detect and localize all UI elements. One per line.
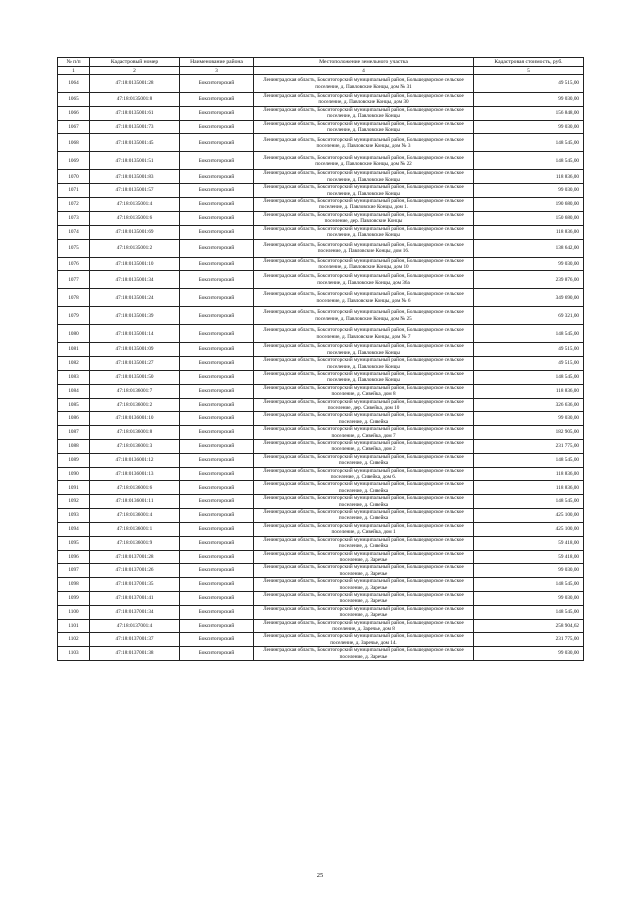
table-row <box>58 550 584 564</box>
cadastral-value-cell: 99 030,00 <box>474 591 584 605</box>
cadastral-value-cell: 231 775,00 <box>474 633 584 647</box>
location-cell: Ленинградская область, Бокситогорский муниципальный район, Большедворское сельское поселение, д. Павловские Концы <box>254 106 474 120</box>
district-cell: Бокситогорский <box>180 440 254 454</box>
header-location: Местоположение земельного участка <box>254 58 474 67</box>
location-cell: Ленинградская область, Бокситогорский муниципальный район, Большедворское сельское поселение, д. Павловские Концы, дом 10 <box>254 257 474 271</box>
location-cell: Ленинградская область, Бокситогорский муниципальный район, Большедворское сельское поселение, д. Павловские Концы, дом 16. <box>254 239 474 257</box>
cadastral-number-cell: 47:18:0135001:14 <box>90 325 180 343</box>
row-number-cell: 1091 <box>58 481 90 495</box>
cadastral-value-cell: 239 876,00 <box>474 271 584 289</box>
table-row <box>58 453 584 467</box>
location-cell: Ленинградская область, Бокситогорский муниципальный район, Большедворское сельское поселение, д. Заречье, дом 8 <box>254 619 474 633</box>
cadastral-number-cell: 47:18:0135001:45 <box>90 134 180 152</box>
table-row <box>58 647 584 661</box>
row-number-cell: 1068 <box>58 134 90 152</box>
cadastral-value-cell: 148 545,00 <box>474 495 584 509</box>
table-row <box>58 134 584 152</box>
cadastral-value-cell: 425 100,00 <box>474 509 584 523</box>
location-cell: Ленинградская область, Бокситогорский муниципальный район, Большедворское сельское поселение, д. Павловские Концы, дом № 22 <box>254 152 474 170</box>
cadastral-value-cell: 148 545,00 <box>474 152 584 170</box>
location-cell: Ленинградская область, Бокситогорский муниципальный район, Большедворское сельское поселение, д. Павловские Концы <box>254 184 474 198</box>
header-district-name: Наименование района <box>180 58 254 67</box>
cadastral-number-cell: 47:18:0137001:41 <box>90 591 180 605</box>
cadastral-value-cell: 118 836,00 <box>474 467 584 481</box>
district-cell: Бокситогорский <box>180 481 254 495</box>
row-number-cell: 1078 <box>58 289 90 307</box>
row-number-cell: 1103 <box>58 647 90 661</box>
cadastral-number-cell: 47:18:0135001:61 <box>90 106 180 120</box>
column-number: 4 <box>254 67 474 75</box>
location-cell: Ленинградская область, Бокситогорский муниципальный район, Большедворское сельское поселение, д. Сивейка, дом 8 <box>254 384 474 398</box>
row-number-cell: 1072 <box>58 198 90 212</box>
table-row <box>58 578 584 592</box>
row-number-cell: 1071 <box>58 184 90 198</box>
cadastral-value-cell: 99 030,00 <box>474 184 584 198</box>
location-cell: Ленинградская область, Бокситогорский муниципальный район, Большедворское сельское поселение, д. Заречье, дом 14. <box>254 633 474 647</box>
cadastral-value-cell: 99 030,00 <box>474 257 584 271</box>
row-number-cell: 1093 <box>58 509 90 523</box>
district-cell: Бокситогорский <box>180 633 254 647</box>
cadastral-value-table-sheet <box>57 57 583 661</box>
district-cell: Бокситогорский <box>180 325 254 343</box>
table-row <box>58 509 584 523</box>
cadastral-number-cell: 47:18:0135001:34 <box>90 271 180 289</box>
location-cell: Ленинградская область, Бокситогорский муниципальный район, Большедворское сельское поселение, д. Сивейка <box>254 509 474 523</box>
cadastral-number-cell: 47:18:0137001:38 <box>90 647 180 661</box>
cadastral-value-cell: 99 030,00 <box>474 93 584 107</box>
cadastral-number-cell: 47:18:0135001:8 <box>90 93 180 107</box>
table-row <box>58 271 584 289</box>
district-cell: Бокситогорский <box>180 307 254 325</box>
district-cell: Бокситогорский <box>180 578 254 592</box>
row-number-cell: 1087 <box>58 426 90 440</box>
cadastral-number-cell: 47:18:0136001:3 <box>90 440 180 454</box>
district-cell: Бокситогорский <box>180 152 254 170</box>
district-cell: Бокситогорский <box>180 343 254 357</box>
table-row <box>58 536 584 550</box>
district-cell: Бокситогорский <box>180 257 254 271</box>
cadastral-value-cell: 49 515,00 <box>474 357 584 371</box>
cadastral-value-cell: 326 636,00 <box>474 398 584 412</box>
table-row <box>58 211 584 225</box>
table-row <box>58 307 584 325</box>
header-cadastral-number: Кадастровый номер <box>90 58 180 67</box>
cadastral-value-cell: 59 418,00 <box>474 550 584 564</box>
district-cell: Бокситогорский <box>180 509 254 523</box>
cadastral-number-cell: 47:18:0136001:13 <box>90 467 180 481</box>
district-cell: Бокситогорский <box>180 453 254 467</box>
cadastral-number-cell: 47:18:0136001:10 <box>90 412 180 426</box>
cadastral-value-cell: 148 545,00 <box>474 578 584 592</box>
cadastral-number-cell: 47:18:0135001:2 <box>90 239 180 257</box>
row-number-cell: 1085 <box>58 398 90 412</box>
table-row <box>58 184 584 198</box>
row-number-cell: 1081 <box>58 343 90 357</box>
row-number-cell: 1080 <box>58 325 90 343</box>
location-cell: Ленинградская область, Бокситогорский муниципальный район, Большедворское сельское поселение, д. Павловские Концы <box>254 370 474 384</box>
district-cell: Бокситогорский <box>180 384 254 398</box>
table-row <box>58 564 584 578</box>
row-number-cell: 1083 <box>58 370 90 384</box>
cadastral-number-cell: 47:18:0136001:8 <box>90 426 180 440</box>
cadastral-value-cell: 150 680,00 <box>474 211 584 225</box>
table-row <box>58 605 584 619</box>
cadastral-value-cell: 49 515,00 <box>474 75 584 93</box>
location-cell: Ленинградская область, Бокситогорский муниципальный район, Большедворское сельское поселение, д. Павловские Концы, дом 1. <box>254 198 474 212</box>
cadastral-value-cell: 148 545,00 <box>474 325 584 343</box>
location-cell: Ленинградская область, Бокситогорский муниципальный район, Большедворское сельское поселение, д. Сивейка, дом 1 <box>254 522 474 536</box>
table-row <box>58 257 584 271</box>
location-cell: Ленинградская область, Бокситогорский муниципальный район, Большедворское сельское поселение, д. Сивейка <box>254 495 474 509</box>
cadastral-value-cell: 118 836,00 <box>474 384 584 398</box>
row-number-cell: 1075 <box>58 239 90 257</box>
table-row <box>58 398 584 412</box>
row-number-cell: 1090 <box>58 467 90 481</box>
cadastral-number-cell: 47:18:0137001:28 <box>90 550 180 564</box>
district-cell: Бокситогорский <box>180 412 254 426</box>
location-cell: Ленинградская область, Бокситогорский муниципальный район, Большедворское сельское поселение, д. Павловские Концы <box>254 225 474 239</box>
row-number-cell: 1073 <box>58 211 90 225</box>
district-cell: Бокситогорский <box>180 426 254 440</box>
header-row-number: № п/п <box>58 58 90 67</box>
table-row <box>58 106 584 120</box>
cadastral-value-cell: 99 030,00 <box>474 120 584 134</box>
row-number-cell: 1097 <box>58 564 90 578</box>
cadastral-value-cell: 118 836,00 <box>474 481 584 495</box>
location-cell: Ленинградская область, Бокситогорский муниципальный район, Большедворское сельское поселение, д. Сивейка, дом 2 <box>254 440 474 454</box>
table-row <box>58 93 584 107</box>
row-number-cell: 1099 <box>58 591 90 605</box>
location-cell: Ленинградская область, Бокситогорский муниципальный район, Большедворское сельское поселение, д. Павловские Концы, дом № 6 <box>254 289 474 307</box>
cadastral-number-cell: 47:18:0136001:12 <box>90 453 180 467</box>
cadastral-value-cell: 190 680,00 <box>474 198 584 212</box>
table-body <box>58 75 584 661</box>
location-cell: Ленинградская область, Бокситогорский муниципальный район, Большедворское сельское поселение, дер. Сивейка, дом 10 <box>254 398 474 412</box>
cadastral-value-cell: 258 904,62 <box>474 619 584 633</box>
table-row <box>58 225 584 239</box>
cadastral-value-cell: 99 030,00 <box>474 564 584 578</box>
location-cell: Ленинградская область, Бокситогорский муниципальный район, Большедворское сельское поселение, д. Сивейка, дом 7 <box>254 426 474 440</box>
header-cadastral-value: Кадастровая стоимость, руб. <box>474 58 584 67</box>
table-row <box>58 633 584 647</box>
location-cell: Ленинградская область, Бокситогорский муниципальный район, Большедворское сельское поселение, д. Сивейка <box>254 481 474 495</box>
location-cell: Ленинградская область, Бокситогорский муниципальный район, Большедворское сельское поселение, д. Павловские Концы, дом № 31 <box>254 75 474 93</box>
district-cell: Бокситогорский <box>180 75 254 93</box>
cadastral-number-cell: 47:18:0136001:9 <box>90 536 180 550</box>
district-cell: Бокситогорский <box>180 239 254 257</box>
district-cell: Бокситогорский <box>180 271 254 289</box>
district-cell: Бокситогорский <box>180 106 254 120</box>
table-row <box>58 152 584 170</box>
cadastral-value-cell: 99 030,00 <box>474 647 584 661</box>
cadastral-number-cell: 47:18:0135001:50 <box>90 370 180 384</box>
district-cell: Бокситогорский <box>180 198 254 212</box>
table-row <box>58 495 584 509</box>
row-number-cell: 1074 <box>58 225 90 239</box>
column-number: 2 <box>90 67 180 75</box>
table-row <box>58 289 584 307</box>
row-number-cell: 1066 <box>58 106 90 120</box>
cadastral-number-cell: 47:18:0135001:09 <box>90 343 180 357</box>
cadastral-number-cell: 47:18:0137001:34 <box>90 605 180 619</box>
district-cell: Бокситогорский <box>180 134 254 152</box>
district-cell: Бокситогорский <box>180 370 254 384</box>
table-row <box>58 75 584 93</box>
location-cell: Ленинградская область, Бокситогорский муниципальный район, Большедворское сельское поселение, д. Заречье <box>254 591 474 605</box>
cadastral-value-cell: 148 545,00 <box>474 605 584 619</box>
row-number-cell: 1095 <box>58 536 90 550</box>
district-cell: Бокситогорский <box>180 550 254 564</box>
location-cell: Ленинградская область, Бокситогорский муниципальный район, Большедворское сельское поселение, д. Павловские Концы, дом 36а <box>254 271 474 289</box>
location-cell: Ленинградская область, Бокситогорский муниципальный район, Большедворское сельское поселение, д. Павловские Концы, дом 30 <box>254 93 474 107</box>
table-row <box>58 198 584 212</box>
cadastral-number-cell: 47:18:0137001:26 <box>90 564 180 578</box>
column-number: 1 <box>58 67 90 75</box>
location-cell: Ленинградская область, Бокситогорский муниципальный район, Большедворское сельское поселение, д. Павловские Концы <box>254 343 474 357</box>
district-cell: Бокситогорский <box>180 605 254 619</box>
cadastral-number-cell: 47:18:0136001:4 <box>90 509 180 523</box>
location-cell: Ленинградская область, Бокситогорский муниципальный район, Большедворское сельское поселение, д. Павловские Концы <box>254 170 474 184</box>
cadastral-number-cell: 47:18:0136001:2 <box>90 398 180 412</box>
district-cell: Бокситогорский <box>180 225 254 239</box>
district-cell: Бокситогорский <box>180 619 254 633</box>
district-cell: Бокситогорский <box>180 495 254 509</box>
cadastral-number-cell: 47:18:0137001:35 <box>90 578 180 592</box>
table-row <box>58 325 584 343</box>
location-cell: Ленинградская область, Бокситогорский муниципальный район, Большедворское сельское поселение, д. Сивейка <box>254 412 474 426</box>
table-row <box>58 440 584 454</box>
location-cell: Ленинградская область, Бокситогорский муниципальный район, Большедворское сельское поселение, д. Заречье <box>254 564 474 578</box>
table-header-row <box>58 58 584 67</box>
row-number-cell: 1094 <box>58 522 90 536</box>
row-number-cell: 1067 <box>58 120 90 134</box>
cadastral-value-cell: 49 515,00 <box>474 343 584 357</box>
location-cell: Ленинградская область, Бокситогорский муниципальный район, Большедворское сельское поселение, д. Сивейка <box>254 536 474 550</box>
cadastral-number-cell: 47:18:0135001:27 <box>90 357 180 371</box>
cadastral-value-cell: 69 321,00 <box>474 307 584 325</box>
table-row <box>58 481 584 495</box>
location-cell: Ленинградская область, Бокситогорский муниципальный район, Большедворское сельское поселение, д. Павловские Концы <box>254 120 474 134</box>
location-cell: Ленинградская область, Бокситогорский муниципальный район, Большедворское сельское поселение, д. Заречье <box>254 550 474 564</box>
cadastral-number-cell: 47:18:0136001:11 <box>90 495 180 509</box>
cadastral-value-cell: 118 836,00 <box>474 225 584 239</box>
cadastral-number-cell: 47:18:0135001:28 <box>90 75 180 93</box>
district-cell: Бокситогорский <box>180 211 254 225</box>
district-cell: Бокситогорский <box>180 289 254 307</box>
cadastral-value-cell: 99 030,00 <box>474 412 584 426</box>
location-cell: Ленинградская область, Бокситогорский муниципальный район, Большедворское сельское поселение, д. Сивейка, дом 6. <box>254 467 474 481</box>
table-row <box>58 170 584 184</box>
row-number-cell: 1088 <box>58 440 90 454</box>
cadastral-value-cell: 138 642,00 <box>474 239 584 257</box>
row-number-cell: 1076 <box>58 257 90 271</box>
cadastral-value-cell: 425 100,00 <box>474 522 584 536</box>
row-number-cell: 1082 <box>58 357 90 371</box>
table-row <box>58 120 584 134</box>
cadastral-value-cell: 59 418,00 <box>474 536 584 550</box>
row-number-cell: 1100 <box>58 605 90 619</box>
cadastral-number-cell: 47:18:0135001:10 <box>90 257 180 271</box>
location-cell: Ленинградская область, Бокситогорский муниципальный район, Большедворское сельское поселение, дер. Павловские Концы <box>254 211 474 225</box>
location-cell: Ленинградская область, Бокситогорский муниципальный район, Большедворское сельское поселение, д. Павловские Концы <box>254 357 474 371</box>
cadastral-value-cell: 148 545,00 <box>474 134 584 152</box>
location-cell: Ленинградская область, Бокситогорский муниципальный район, Большедворское сельское поселение, д. Павловские Концы, дом № 3 <box>254 134 474 152</box>
district-cell: Бокситогорский <box>180 522 254 536</box>
table-row <box>58 370 584 384</box>
row-number-cell: 1096 <box>58 550 90 564</box>
cadastral-number-cell: 47:18:0135001:6 <box>90 211 180 225</box>
column-number: 3 <box>180 67 254 75</box>
row-number-cell: 1098 <box>58 578 90 592</box>
table-row <box>58 522 584 536</box>
row-number-cell: 1069 <box>58 152 90 170</box>
district-cell: Бокситогорский <box>180 357 254 371</box>
district-cell: Бокситогорский <box>180 170 254 184</box>
cadastral-number-cell: 47:18:0135001:83 <box>90 170 180 184</box>
row-number-cell: 1070 <box>58 170 90 184</box>
district-cell: Бокситогорский <box>180 120 254 134</box>
cadastral-value-table <box>57 57 584 661</box>
row-number-cell: 1101 <box>58 619 90 633</box>
cadastral-number-cell: 47:18:0136001:6 <box>90 481 180 495</box>
row-number-cell: 1089 <box>58 453 90 467</box>
district-cell: Бокситогорский <box>180 467 254 481</box>
cadastral-number-cell: 47:18:0135001:57 <box>90 184 180 198</box>
cadastral-number-cell: 47:18:0136001:7 <box>90 384 180 398</box>
location-cell: Ленинградская область, Бокситогорский муниципальный район, Большедворское сельское поселение, д. Павловские Концы, дом № 7 <box>254 325 474 343</box>
row-number-cell: 1092 <box>58 495 90 509</box>
cadastral-value-cell: 156 848,00 <box>474 106 584 120</box>
cadastral-number-cell: 47:18:0136001:1 <box>90 522 180 536</box>
cadastral-number-cell: 47:18:0135001:24 <box>90 289 180 307</box>
page-number: 25 <box>316 872 324 879</box>
table-row <box>58 619 584 633</box>
row-number-cell: 1077 <box>58 271 90 289</box>
column-number: 5 <box>474 67 584 75</box>
row-number-cell: 1084 <box>58 384 90 398</box>
cadastral-value-cell: 231 775,00 <box>474 440 584 454</box>
cadastral-value-cell: 148 545,00 <box>474 453 584 467</box>
row-number-cell: 1065 <box>58 93 90 107</box>
cadastral-number-cell: 47:18:0135001:39 <box>90 307 180 325</box>
district-cell: Бокситогорский <box>180 93 254 107</box>
cadastral-number-cell: 47:18:0135001:51 <box>90 152 180 170</box>
row-number-cell: 1086 <box>58 412 90 426</box>
table-row <box>58 426 584 440</box>
cadastral-number-cell: 47:18:0137001:37 <box>90 633 180 647</box>
district-cell: Бокситогорский <box>180 536 254 550</box>
table-row <box>58 591 584 605</box>
location-cell: Ленинградская область, Бокситогорский муниципальный район, Большедворское сельское поселение, д. Павловские Концы, дом № 25 <box>254 307 474 325</box>
table-row <box>58 343 584 357</box>
district-cell: Бокситогорский <box>180 564 254 578</box>
cadastral-number-cell: 47:18:0135001:69 <box>90 225 180 239</box>
cadastral-value-cell: 148 545,00 <box>474 370 584 384</box>
row-number-cell: 1064 <box>58 75 90 93</box>
row-number-cell: 1102 <box>58 633 90 647</box>
cadastral-value-cell: 349 690,00 <box>474 289 584 307</box>
location-cell: Ленинградская область, Бокситогорский муниципальный район, Большедворское сельское поселение, д. Сивейка <box>254 453 474 467</box>
cadastral-value-cell: 182 905,00 <box>474 426 584 440</box>
cadastral-number-cell: 47:18:0137001:4 <box>90 619 180 633</box>
table-row <box>58 239 584 257</box>
district-cell: Бокситогорский <box>180 647 254 661</box>
table-row <box>58 467 584 481</box>
district-cell: Бокситогорский <box>180 591 254 605</box>
table-row <box>58 384 584 398</box>
cadastral-number-cell: 47:18:0135001:4 <box>90 198 180 212</box>
table-row <box>58 357 584 371</box>
column-number-row <box>58 67 584 75</box>
district-cell: Бокситогорский <box>180 184 254 198</box>
table-row <box>58 412 584 426</box>
row-number-cell: 1079 <box>58 307 90 325</box>
cadastral-value-cell: 118 836,00 <box>474 170 584 184</box>
cadastral-number-cell: 47:18:0135001:73 <box>90 120 180 134</box>
district-cell: Бокситогорский <box>180 398 254 412</box>
location-cell: Ленинградская область, Бокситогорский муниципальный район, Большедворское сельское поселение, д. Заречье <box>254 605 474 619</box>
location-cell: Ленинградская область, Бокситогорский муниципальный район, Большедворское сельское поселение, д. Заречье <box>254 578 474 592</box>
location-cell: Ленинградская область, Бокситогорский муниципальный район, Большедворское сельское поселение, д. Заречье <box>254 647 474 661</box>
